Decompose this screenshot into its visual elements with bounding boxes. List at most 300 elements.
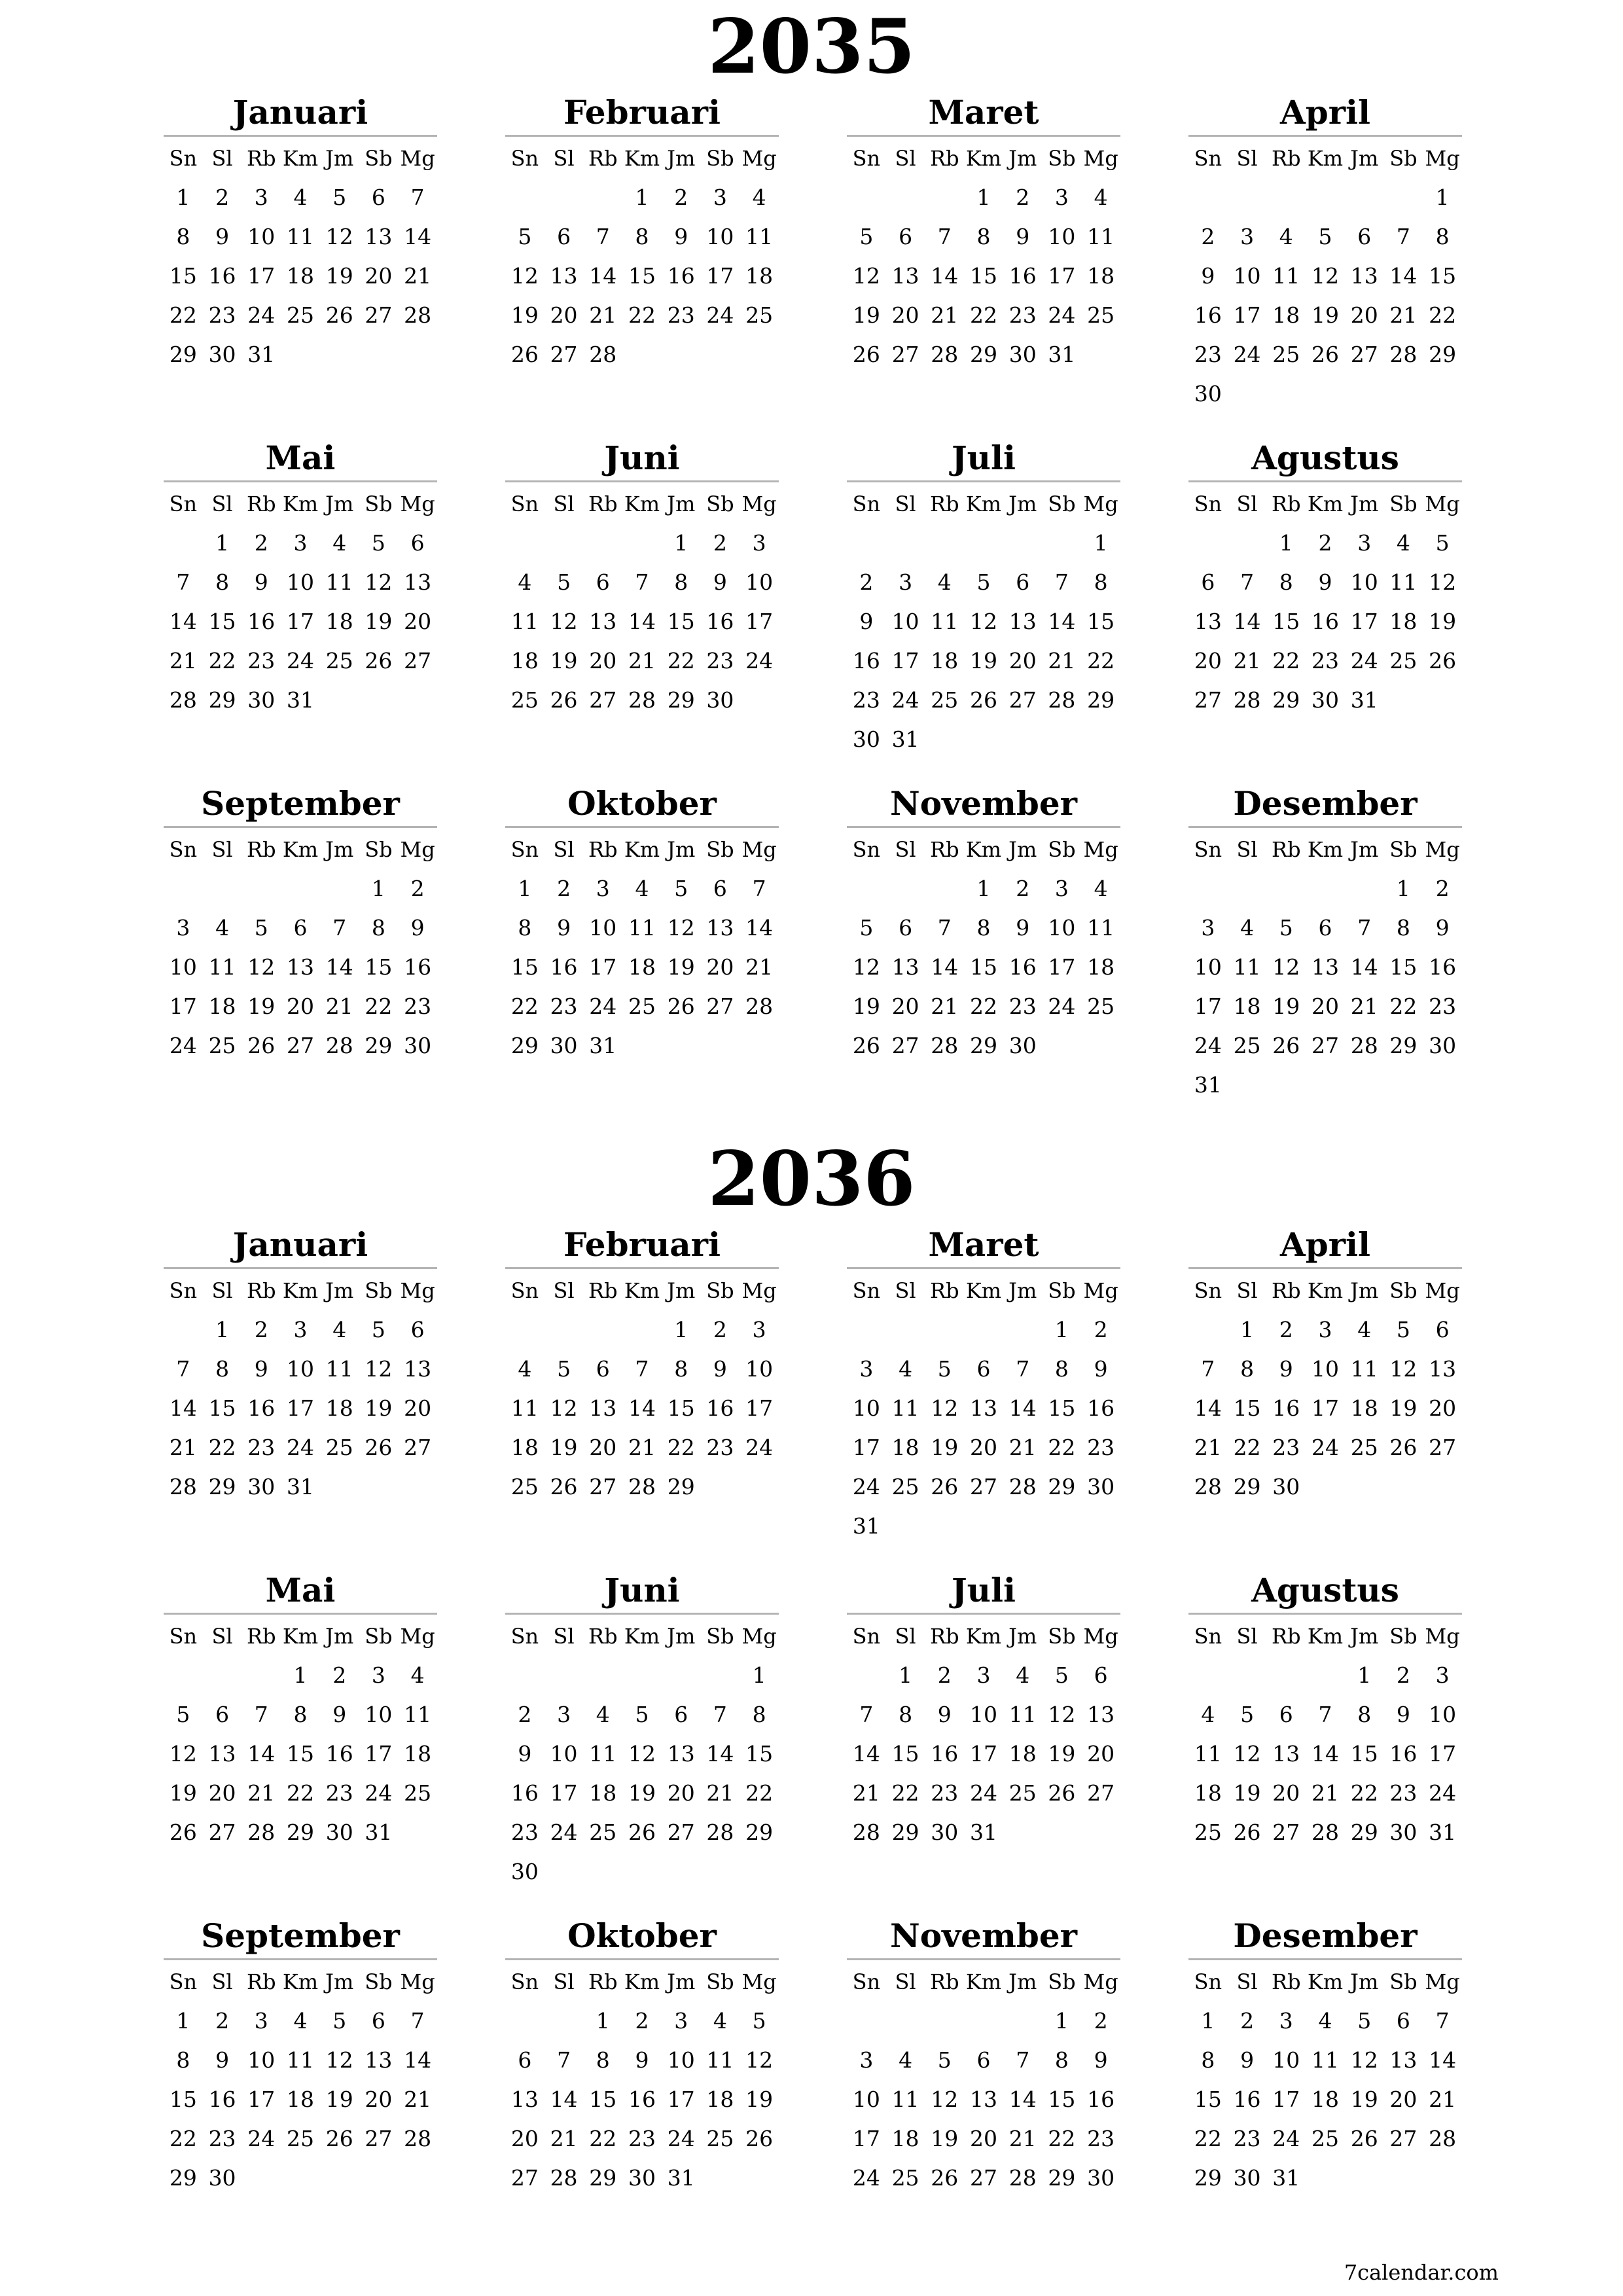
day-cell: 20	[589, 648, 617, 673]
day-cell: 17	[169, 994, 197, 1019]
weekday-label: Jm	[667, 1278, 696, 1303]
month-divider	[164, 135, 437, 137]
day-cell: 7	[937, 915, 952, 941]
day-cell: 26	[1429, 648, 1457, 673]
weekday-label: Km	[624, 146, 660, 171]
empty-cell	[1306, 178, 1345, 217]
day-cell: 19	[510, 302, 539, 328]
month-divider	[1188, 1958, 1462, 1960]
weekday-label: Sl	[1236, 837, 1258, 862]
day-cell: 24	[169, 1033, 197, 1058]
day-cell: 30	[1272, 1474, 1300, 1499]
day-cell: 13	[667, 1741, 695, 1767]
day-cell: 10	[1350, 569, 1378, 595]
day-cell: 6	[410, 1317, 425, 1342]
day-cell: 15	[667, 609, 695, 634]
weekday-label: Km	[1307, 492, 1344, 516]
day-cell: 25	[589, 1820, 617, 1845]
day-cell: 29	[589, 2165, 617, 2191]
day-cell: 22	[286, 1780, 314, 1806]
day-cell: 2	[1016, 876, 1030, 901]
weekday-label: Sl	[211, 1278, 233, 1303]
day-cell: 30	[325, 1820, 353, 1845]
day-cell: 8	[293, 1702, 308, 1727]
day-cell: 6	[1201, 569, 1215, 595]
day-cell: 31	[589, 1033, 617, 1058]
day-cell: 19	[852, 994, 880, 1019]
day-cell: 4	[752, 185, 766, 210]
day-cell: 30	[510, 1859, 539, 1884]
weekday-label: Km	[624, 1624, 660, 1649]
day-cell: 3	[899, 569, 913, 595]
day-cell: 1	[1094, 530, 1108, 556]
day-cell: 16	[931, 1741, 959, 1767]
day-cell: 3	[1054, 185, 1069, 210]
weekday-label: Km	[282, 837, 319, 862]
day-cell: 20	[969, 2126, 997, 2151]
day-cell: 23	[247, 1435, 276, 1460]
weekday-label: Sl	[553, 1969, 575, 1994]
empty-cell	[1228, 178, 1267, 217]
day-cell: 20	[365, 2087, 393, 2112]
day-cell: 9	[635, 2047, 649, 2073]
month-name: April	[1279, 1225, 1371, 1264]
day-cell: 1	[1054, 2008, 1069, 2034]
day-cell: 2	[1094, 2008, 1108, 2034]
day-grid	[847, 1962, 1120, 2198]
day-cell: 17	[1048, 954, 1076, 980]
day-cell: 8	[674, 1356, 688, 1382]
month-divider	[847, 1267, 1120, 1269]
day-cell: 26	[931, 2165, 959, 2191]
day-cell: 6	[674, 1702, 688, 1727]
day-cell: 19	[1429, 609, 1457, 634]
day-cell: 25	[891, 1474, 919, 1499]
day-cell: 29	[1429, 342, 1457, 367]
day-cell: 20	[1350, 302, 1378, 328]
day-cell: 1	[752, 1662, 766, 1688]
day-cell: 29	[169, 2165, 197, 2191]
day-cell: 17	[1272, 2087, 1300, 2112]
day-cell: 18	[510, 1435, 539, 1460]
day-cell: 12	[325, 224, 353, 249]
day-grid	[847, 1271, 1120, 1546]
month-name: Juni	[604, 439, 680, 477]
day-cell: 26	[1350, 2126, 1378, 2151]
day-cell: 9	[1318, 569, 1332, 595]
day-cell: 8	[1054, 2047, 1069, 2073]
day-cell: 14	[325, 954, 353, 980]
day-cell: 6	[293, 915, 308, 941]
day-cell: 1	[635, 185, 649, 210]
day-cell: 13	[891, 954, 919, 980]
weekday-label: Sn	[169, 1278, 198, 1303]
day-cell: 12	[247, 954, 276, 980]
day-cell: 5	[1435, 530, 1450, 556]
day-cell: 29	[1048, 1474, 1076, 1499]
day-cell: 25	[1008, 1780, 1037, 1806]
day-cell: 17	[745, 1395, 774, 1421]
day-cell: 15	[589, 2087, 617, 2112]
day-cell: 11	[745, 224, 774, 249]
day-cell: 24	[247, 302, 276, 328]
day-cell: 31	[365, 1820, 393, 1845]
day-grid	[505, 1617, 779, 1892]
day-cell: 22	[208, 648, 236, 673]
day-cell: 11	[325, 569, 353, 595]
weekday-label: Mg	[1425, 1969, 1460, 1994]
day-cell: 1	[596, 2008, 610, 2034]
day-cell: 29	[1233, 1474, 1261, 1499]
day-cell: 14	[931, 954, 959, 980]
day-cell: 27	[589, 687, 617, 713]
day-cell: 20	[1429, 1395, 1457, 1421]
empty-cell	[925, 524, 964, 563]
day-cell: 6	[899, 915, 913, 941]
weekday-label: Km	[1307, 1624, 1344, 1649]
day-cell: 25	[1389, 648, 1418, 673]
day-cell: 11	[286, 224, 314, 249]
day-cell: 1	[1201, 2008, 1215, 2034]
weekday-label: Jm	[1008, 146, 1037, 171]
day-cell: 12	[667, 915, 695, 941]
day-cell: 20	[667, 1780, 695, 1806]
day-cell: 24	[745, 1435, 774, 1460]
month-name: April	[1279, 93, 1371, 132]
weekday-label: Sn	[510, 1969, 539, 1994]
month-divider	[164, 1958, 437, 1960]
empty-cell	[505, 178, 544, 217]
month-name: Oktober	[567, 784, 717, 823]
month-divider	[847, 1613, 1120, 1615]
day-cell: 31	[1272, 2165, 1300, 2191]
weekday-label: Sb	[1389, 1278, 1418, 1303]
day-cell: 27	[365, 302, 393, 328]
empty-cell	[1306, 869, 1345, 908]
day-cell: 28	[931, 1033, 959, 1058]
day-cell: 4	[215, 915, 230, 941]
day-cell: 21	[1350, 994, 1378, 1019]
day-cell: 31	[286, 687, 314, 713]
day-cell: 10	[667, 2047, 695, 2073]
weekday-label: Sn	[1194, 146, 1222, 171]
day-cell: 7	[176, 1356, 190, 1382]
day-cell: 27	[1087, 1780, 1115, 1806]
day-cell: 22	[628, 302, 656, 328]
day-cell: 22	[1272, 648, 1300, 673]
empty-cell	[701, 1656, 740, 1695]
day-cell: 26	[1272, 1033, 1300, 1058]
day-grid	[164, 1617, 437, 1852]
day-cell: 10	[286, 569, 314, 595]
weekday-label: Mg	[1083, 1278, 1118, 1303]
day-cell: 20	[404, 1395, 432, 1421]
day-grid	[1188, 484, 1462, 720]
empty-cell	[164, 524, 203, 563]
day-cell: 9	[215, 224, 230, 249]
weekday-label: Rb	[588, 1278, 618, 1303]
day-cell: 18	[1087, 263, 1115, 289]
day-cell: 7	[1318, 1702, 1332, 1727]
day-cell: 28	[169, 687, 197, 713]
day-cell: 27	[208, 1820, 236, 1845]
day-cell: 30	[208, 342, 236, 367]
day-cell: 17	[286, 609, 314, 634]
weekday-label: Rb	[1271, 1969, 1301, 1994]
day-cell: 9	[410, 915, 425, 941]
day-cell: 17	[247, 2087, 276, 2112]
empty-cell	[1345, 178, 1384, 217]
day-cell: 29	[365, 1033, 393, 1058]
day-cell: 25	[1087, 994, 1115, 1019]
empty-cell	[241, 869, 281, 908]
day-cell: 23	[1311, 648, 1339, 673]
weekday-label: Mg	[741, 837, 777, 862]
day-cell: 22	[1389, 994, 1418, 1019]
empty-cell	[1266, 178, 1306, 217]
day-cell: 22	[510, 994, 539, 1019]
day-cell: 15	[365, 954, 393, 980]
day-cell: 7	[1016, 2047, 1030, 2073]
day-cell: 21	[169, 1435, 197, 1460]
weekday-label: Jm	[1008, 1969, 1037, 1994]
day-cell: 25	[286, 2126, 314, 2151]
day-cell: 29	[208, 687, 236, 713]
day-cell: 4	[410, 1662, 425, 1688]
day-cell: 29	[1389, 1033, 1418, 1058]
weekday-label: Km	[965, 1624, 1002, 1649]
weekday-label: Sn	[852, 1969, 881, 1994]
month-divider	[1188, 1613, 1462, 1615]
day-cell: 20	[510, 2126, 539, 2151]
day-cell: 11	[1194, 1741, 1222, 1767]
day-cell: 22	[969, 994, 997, 1019]
day-cell: 5	[859, 224, 874, 249]
day-cell: 1	[371, 876, 385, 901]
day-cell: 14	[1008, 1395, 1037, 1421]
empty-cell	[847, 1310, 886, 1350]
weekday-label: Mg	[1083, 492, 1118, 516]
day-cell: 17	[852, 1435, 880, 1460]
day-cell: 22	[169, 302, 197, 328]
day-cell: 21	[931, 994, 959, 1019]
day-cell: 8	[976, 224, 991, 249]
day-cell: 17	[1233, 302, 1261, 328]
day-cell: 12	[365, 569, 393, 595]
day-cell: 2	[674, 185, 688, 210]
day-cell: 5	[752, 2008, 766, 2034]
day-cell: 6	[713, 876, 727, 901]
day-cell: 13	[1194, 609, 1222, 634]
day-cell: 28	[1311, 1820, 1339, 1845]
day-cell: 21	[931, 302, 959, 328]
month-name: November	[890, 1916, 1077, 1955]
day-cell: 26	[510, 342, 539, 367]
month-name: Desember	[1233, 1916, 1418, 1955]
day-cell: 30	[852, 726, 880, 752]
day-cell: 22	[1350, 1780, 1378, 1806]
day-cell: 14	[745, 915, 774, 941]
day-cell: 12	[931, 2087, 959, 2112]
day-cell: 26	[247, 1033, 276, 1058]
day-cell: 5	[937, 2047, 952, 2073]
day-cell: 1	[518, 876, 532, 901]
weekday-label: Rb	[246, 1278, 276, 1303]
day-cell: 7	[1016, 1356, 1030, 1382]
day-cell: 8	[1396, 915, 1410, 941]
day-cell: 30	[706, 687, 734, 713]
day-cell: 12	[745, 2047, 774, 2073]
day-cell: 23	[1272, 1435, 1300, 1460]
day-cell: 4	[1396, 530, 1410, 556]
day-cell: 15	[1350, 1741, 1378, 1767]
day-cell: 31	[1194, 1072, 1222, 1098]
day-cell: 6	[371, 2008, 385, 2034]
day-cell: 23	[208, 302, 236, 328]
empty-cell	[164, 1656, 203, 1695]
month-name: Februari	[563, 93, 721, 132]
day-cell: 9	[518, 1741, 532, 1767]
empty-cell	[886, 869, 925, 908]
day-cell: 4	[899, 2047, 913, 2073]
day-cell: 7	[859, 1702, 874, 1727]
day-cell: 18	[1350, 1395, 1378, 1421]
day-cell: 2	[254, 1317, 268, 1342]
empty-cell	[1306, 1656, 1345, 1695]
weekday-label: Sb	[706, 1969, 734, 1994]
day-cell: 24	[1194, 1033, 1222, 1058]
day-cell: 25	[628, 994, 656, 1019]
day-cell: 1	[293, 1662, 308, 1688]
day-cell: 25	[510, 1474, 539, 1499]
weekday-label: Sn	[169, 1969, 198, 1994]
day-cell: 4	[332, 1317, 347, 1342]
day-cell: 10	[1048, 915, 1076, 941]
day-cell: 10	[247, 224, 276, 249]
weekday-label: Sn	[510, 492, 539, 516]
day-cell: 7	[635, 1356, 649, 1382]
day-cell: 18	[706, 2087, 734, 2112]
day-cell: 24	[247, 2126, 276, 2151]
day-cell: 13	[365, 2047, 393, 2073]
day-cell: 27	[1311, 1033, 1339, 1058]
month-divider	[1188, 826, 1462, 828]
day-cell: 7	[176, 569, 190, 595]
weekday-label: Sn	[852, 837, 881, 862]
weekday-label: Rb	[246, 837, 276, 862]
day-cell: 28	[1194, 1474, 1222, 1499]
month-divider	[505, 1267, 779, 1269]
day-cell: 21	[1429, 2087, 1457, 2112]
weekday-label: Sb	[1048, 492, 1076, 516]
empty-cell	[544, 178, 584, 217]
day-cell: 24	[667, 2126, 695, 2151]
empty-cell	[925, 178, 964, 217]
day-cell: 20	[1194, 648, 1222, 673]
weekday-label: Sn	[852, 492, 881, 516]
day-cell: 1	[1357, 1662, 1372, 1688]
day-cell: 6	[1094, 1662, 1108, 1688]
day-cell: 2	[859, 569, 874, 595]
day-cell: 18	[1233, 994, 1261, 1019]
day-cell: 7	[1240, 569, 1255, 595]
day-cell: 20	[550, 302, 578, 328]
day-cell: 16	[852, 648, 880, 673]
day-cell: 21	[628, 1435, 656, 1460]
empty-cell	[544, 1310, 584, 1350]
day-cell: 29	[745, 1820, 774, 1845]
day-cell: 5	[557, 1356, 571, 1382]
weekday-label: Mg	[741, 1278, 777, 1303]
day-grid	[164, 484, 437, 720]
month-name: Mai	[265, 1571, 336, 1609]
day-cell: 16	[1233, 2087, 1261, 2112]
day-cell: 1	[1396, 876, 1410, 901]
weekday-label: Jm	[325, 1624, 354, 1649]
day-cell: 26	[365, 1435, 393, 1460]
day-cell: 21	[1194, 1435, 1222, 1460]
day-cell: 4	[293, 185, 308, 210]
empty-cell	[1345, 869, 1384, 908]
day-grid	[164, 830, 437, 1066]
day-cell: 30	[1233, 2165, 1261, 2191]
day-cell: 28	[1048, 687, 1076, 713]
weekday-label: Mg	[741, 492, 777, 516]
day-cell: 26	[1048, 1780, 1076, 1806]
day-cell: 16	[1087, 1395, 1115, 1421]
day-cell: 27	[969, 1474, 997, 1499]
day-cell: 28	[1429, 2126, 1457, 2151]
month-name: Desember	[1233, 784, 1418, 823]
day-cell: 10	[1272, 2047, 1300, 2073]
day-cell: 31	[286, 1474, 314, 1499]
day-cell: 5	[1357, 2008, 1372, 2034]
day-cell: 21	[1008, 1435, 1037, 1460]
day-cell: 12	[510, 263, 539, 289]
day-cell: 27	[365, 2126, 393, 2151]
day-cell: 3	[1357, 530, 1372, 556]
day-cell: 11	[1233, 954, 1261, 980]
day-cell: 9	[1094, 2047, 1108, 2073]
empty-cell	[1228, 524, 1267, 563]
day-cell: 2	[713, 530, 727, 556]
day-cell: 5	[674, 876, 688, 901]
empty-cell	[847, 2001, 886, 2041]
day-cell: 9	[713, 569, 727, 595]
day-cell: 5	[518, 224, 532, 249]
day-cell: 15	[891, 1741, 919, 1767]
day-cell: 28	[589, 342, 617, 367]
day-cell: 1	[215, 530, 230, 556]
day-cell: 31	[1048, 342, 1076, 367]
day-cell: 18	[208, 994, 236, 1019]
day-cell: 26	[852, 342, 880, 367]
day-cell: 20	[208, 1780, 236, 1806]
weekday-label: Sn	[1194, 492, 1222, 516]
day-cell: 19	[1048, 1741, 1076, 1767]
weekday-label: Km	[282, 1624, 319, 1649]
day-cell: 9	[859, 609, 874, 634]
day-cell: 26	[745, 2126, 774, 2151]
day-cell: 8	[1201, 2047, 1215, 2073]
day-cell: 18	[589, 1780, 617, 1806]
day-cell: 31	[667, 2165, 695, 2191]
empty-cell	[1228, 1656, 1267, 1695]
empty-cell	[544, 1656, 584, 1695]
day-cell: 24	[1233, 342, 1261, 367]
weekday-label: Jm	[667, 1624, 696, 1649]
weekday-label: Km	[965, 492, 1002, 516]
